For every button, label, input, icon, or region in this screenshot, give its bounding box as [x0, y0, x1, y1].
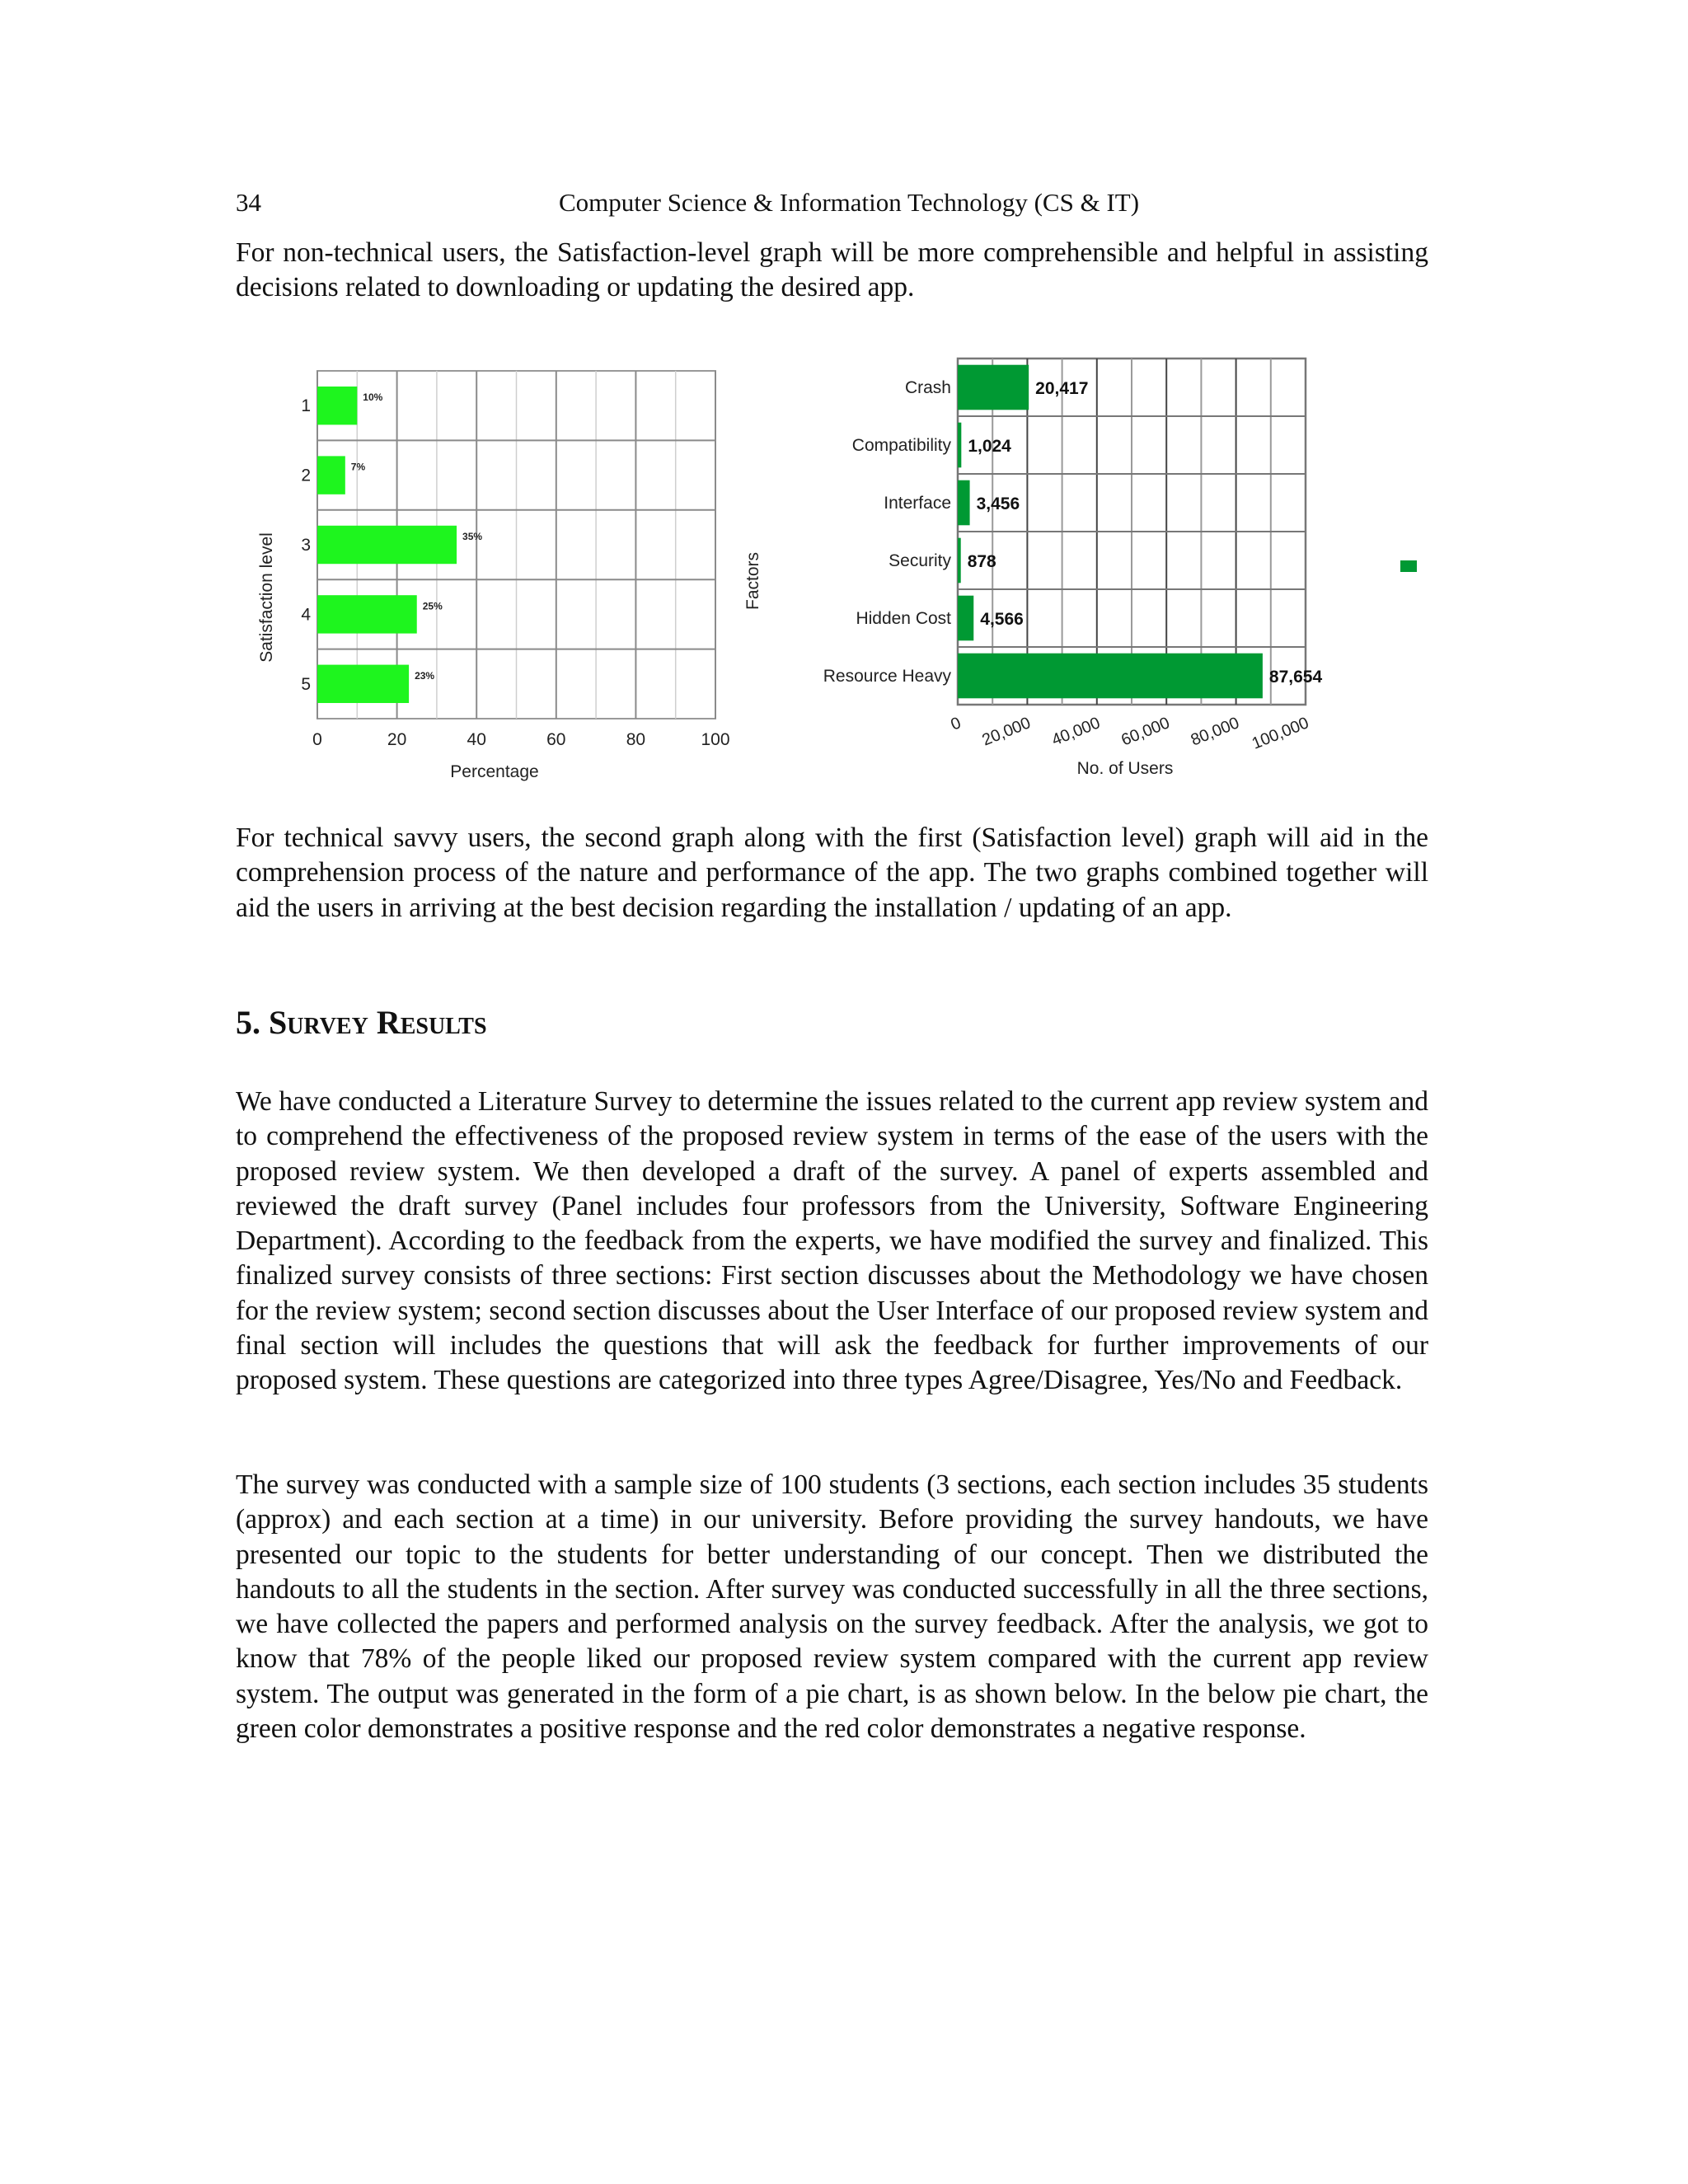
- factors-bar: [958, 423, 961, 468]
- satisfaction-value-label: 23%: [415, 669, 435, 682]
- section-heading: 5. Survey Results: [236, 1004, 487, 1041]
- satisfaction-bar: [317, 665, 409, 703]
- satisfaction-category-label: 1: [301, 396, 311, 416]
- satisfaction-category-label: 3: [301, 536, 311, 555]
- factors-value-label: 4,566: [980, 610, 1024, 629]
- satisfaction-y-axis-label: Satisfaction level: [257, 532, 276, 663]
- factors-y-axis-label: Factors: [743, 551, 762, 611]
- factors-value-label: 87,654: [1268, 668, 1323, 687]
- factors-category-label: Crash: [904, 378, 951, 397]
- factors-x-tick-label: 100,000: [1249, 714, 1312, 753]
- satisfaction-category-label: 2: [301, 466, 311, 485]
- satisfaction-value-label: 10%: [363, 391, 383, 404]
- satisfaction-chart: [247, 354, 742, 791]
- satisfaction-x-tick-label: 20: [387, 730, 407, 749]
- satisfaction-value-label: 7%: [350, 461, 366, 473]
- factors-category-label: Hidden Cost: [856, 609, 951, 628]
- factors-bar: [958, 596, 973, 641]
- satisfaction-x-tick-label: 100: [701, 730, 730, 749]
- factors-chart: [742, 342, 1442, 787]
- factors-category-label: Compatibility: [851, 436, 951, 455]
- satisfaction-bar: [317, 526, 457, 564]
- satisfaction-x-tick-label: 60: [546, 730, 566, 749]
- page-number: 34: [236, 188, 261, 217]
- satisfaction-bar: [317, 456, 345, 494]
- factors-legend-swatch: [1400, 560, 1417, 572]
- running-title: Computer Science & Information Technology (CS & IT): [558, 188, 1140, 217]
- factors-bar: [958, 365, 1029, 410]
- tech-paragraph: For technical savvy users, the second graph along with the first (Satisfaction level) graph will aid in the comprehension process of the nature and performance of the app. The two graphs combined together will aid the users in arriving at the best decision regarding the installation / updating of an app.: [236, 823, 1428, 923]
- satisfaction-bar: [317, 387, 357, 424]
- factors-category-label: Interface: [884, 494, 951, 513]
- factors-category-label: Resource Heavy: [823, 667, 951, 686]
- satisfaction-category-label: 5: [301, 674, 311, 694]
- satisfaction-x-tick-label: 0: [312, 730, 322, 749]
- survey-paragraph-2: The survey was conducted with a sample size of 100 students (3 sections, each section includes 35 students (approx) and each section at a time) in our university. Before providing the survey handouts, we have presented our topic to the students for better understanding of our concept. Then we distributed the handouts to all the students in the section. After survey was conducted successfully in all the three sections, we have collected the papers and performed analysis on the survey feedback. After the analysis, we got to know that 78% of the people liked our proposed review system compared with the current app review system. The output was generated in the form of a pie chart, is as shown below. In the below pie chart, the green color demonstrates a positive response and the red color demonstrates a negative response.: [236, 1469, 1428, 1745]
- satisfaction-x-axis-label: Percentage: [450, 762, 539, 781]
- satisfaction-x-tick-label: 80: [626, 730, 646, 749]
- factors-x-tick-label: 80,000: [1188, 714, 1242, 750]
- factors-bar: [958, 538, 961, 583]
- factors-x-tick-label: 40,000: [1048, 714, 1103, 750]
- factors-x-tick-label: 60,000: [1118, 714, 1173, 750]
- satisfaction-category-label: 4: [301, 605, 311, 625]
- survey-paragraph-1: We have conducted a Literature Survey to determine the issues related to the current app review system and to comprehend the effectiveness of the proposed review system in terms of the ease of the users with the proposed review system. We then developed a draft of the survey. A panel of experts assembled and reviewed the draft survey (Panel includes four professors from the University, Software Engineering Department). According to the feedback from the experts, we have modified the survey and finalized. This finalized survey consists of three sections: First section discusses about the Methodology we have chosen for the review system; second section discusses about the User Interface of our proposed review system and final section will includes the questions that will ask the feedback for further improvements of our proposed system. These questions are categorized into three types Agree/Disagree, Yes/No and Feedback.: [236, 1086, 1428, 1396]
- factors-bar: [958, 480, 970, 526]
- factors-bar: [958, 654, 1263, 699]
- satisfaction-value-label: 35%: [462, 531, 483, 542]
- factors-x-axis-label: No. of Users: [1076, 759, 1174, 778]
- factors-x-tick-label: 20,000: [979, 714, 1034, 750]
- intro-paragraph: For non-technical users, the Satisfaction-level graph will be more comprehensible and helpful in assisting decisions related to downloading or updating the desired app.: [236, 237, 1428, 303]
- factors-grid: [958, 359, 1306, 705]
- factors-value-label: 878: [967, 552, 996, 571]
- factors-value-label: 20,417: [1035, 379, 1089, 398]
- satisfaction-value-label: 25%: [422, 600, 443, 612]
- factors-value-label: 3,456: [976, 494, 1020, 513]
- satisfaction-bar: [317, 595, 417, 633]
- satisfaction-x-tick-label: 40: [467, 730, 486, 749]
- factors-category-label: Security: [889, 551, 951, 570]
- factors-x-tick-label: 0: [948, 714, 964, 734]
- factors-value-label: 1,024: [968, 437, 1011, 456]
